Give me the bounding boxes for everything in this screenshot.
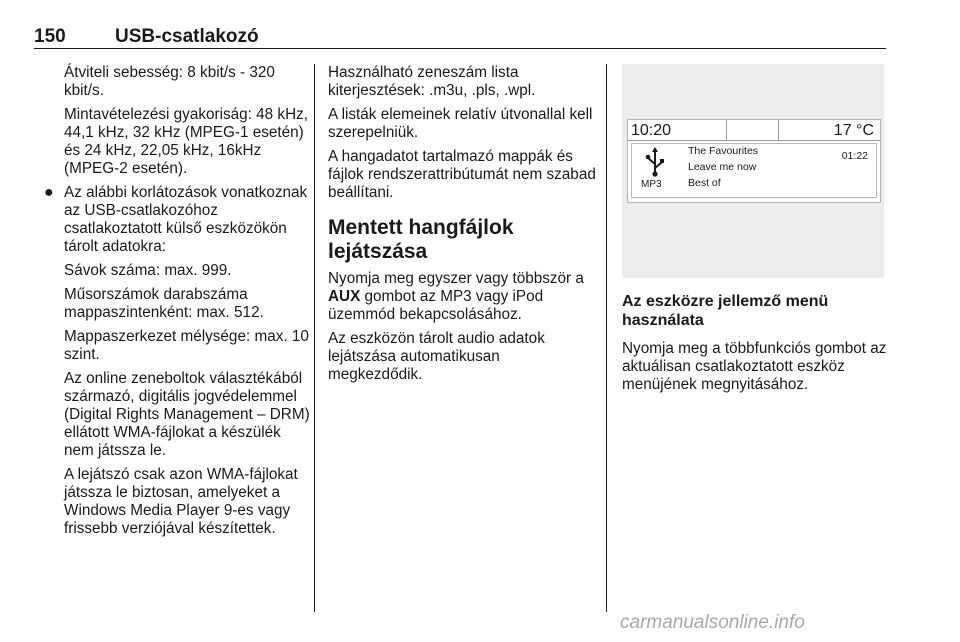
display-track-duration: 01:22	[841, 150, 868, 162]
paragraph-autoplay: Az eszközön tárolt audio adatok lejátszása automatikusan megkezdődik.	[328, 330, 545, 383]
radio-display-screen	[627, 119, 881, 203]
header-rule	[34, 48, 886, 49]
column-middle	[328, 64, 596, 390]
display-source-label: MP3	[641, 179, 662, 190]
display-track-item: The Favourites	[688, 145, 759, 157]
paragraph-drm: Az online zeneboltok választékából származó, digitális jogvédelemmel (Digital Rights Management – DRM) ellátott WMA-fájlokat a készülék nem játssza le.	[64, 370, 310, 459]
display-illustration	[622, 64, 884, 278]
usb-icon	[644, 147, 666, 177]
sub-heading-device-menu: Az eszközre jellemző menü használata	[622, 293, 829, 329]
column-divider-right	[606, 64, 607, 612]
paragraph-tracks-per-folder: Műsorszámok darabszáma mappaszintenként: max. 512.	[64, 286, 264, 321]
paragraph-attributes: A hangadatot tartalmazó mappák és fájlok rendszerattribútumát nem szabad beállítani.	[328, 148, 596, 201]
bullet-icon: ●	[44, 184, 54, 201]
paragraph-tracks: Sávok száma: max. 999.	[64, 262, 232, 279]
paragraph-relative-paths: A listák elemeinek relatív útvonallal kell szerepelniük.	[328, 106, 593, 141]
display-top-rule	[628, 140, 880, 141]
aux-text-before: Nyomja meg egyszer vagy többször a	[328, 270, 584, 287]
page-number: 150	[34, 26, 66, 47]
aux-button-label: AUX	[328, 288, 361, 305]
paragraph-wma: A lejátszó csak azon WMA-fájlokat játssza le biztosan, amelyeket a Windows Media Player 9-es vagy frissebb verziójával készítettek.	[64, 466, 298, 537]
column-right	[622, 292, 892, 400]
page-header	[34, 4, 886, 47]
watermark-logo: carmanualsonline.info	[620, 612, 805, 633]
paragraph-aux	[328, 270, 596, 324]
display-track-item: Best of	[688, 177, 721, 189]
paragraph-restrictions: Az alábbi korlátozások vonatkoznak az USB-csatlakozóhoz csatlakoztatott külső eszközökön tárolt adatokra:	[64, 184, 308, 255]
display-separator	[726, 120, 727, 140]
page-title: USB-csatlakozó	[115, 26, 259, 47]
paragraph-device-menu: Nyomja meg a többfunkciós gombot az aktuálisan csatlakoztatott eszköz menüjének megnyitásához.	[622, 340, 887, 393]
display-temperature: 17 °C	[833, 122, 874, 139]
bullet-item-restrictions	[44, 184, 310, 256]
display-track-panel	[631, 143, 877, 198]
paragraph-bitrate: Átviteli sebesség: 8 kbit/s - 320 kbit/s.	[64, 64, 275, 99]
paragraph-playlists: Használható zeneszám lista kiterjesztések: .m3u, .pls, .wpl.	[328, 64, 536, 99]
display-clock: 10:20	[631, 122, 672, 139]
paragraph-folder-depth: Mappaszerkezet mélysége: max. 10 szint.	[64, 328, 309, 363]
display-separator	[778, 120, 779, 140]
section-heading-playback: Mentett hangfájlok lejátszása	[328, 216, 514, 263]
aux-text-after: gombot az MP3 vagy iPod üzemmód bekapcsolásához.	[328, 288, 544, 323]
display-track-item: Leave me now	[688, 161, 757, 173]
column-divider-left	[314, 64, 315, 612]
column-left	[44, 64, 310, 544]
paragraph-sampling: Mintavételezési gyakoriság: 48 kHz, 44,1 kHz, 32 kHz (MPEG-1 esetén) és 24 kHz, 22,05 kHz, 16kHz (MPEG-2 esetén).	[64, 106, 309, 177]
